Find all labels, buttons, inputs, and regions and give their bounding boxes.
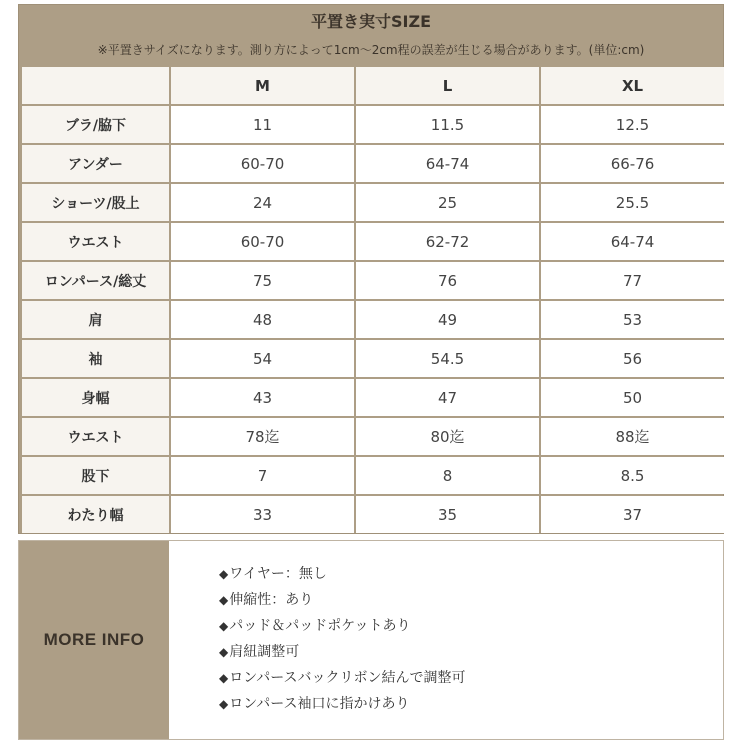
size-value-cell: 7 [171,457,354,494]
size-value-cell: 47 [356,379,539,416]
size-header-row [22,67,724,104]
size-value-cell: 60-70 [171,223,354,260]
size-value-cell: 78迄 [171,418,354,455]
size-value-cell: 75 [171,262,354,299]
table-row [22,301,724,338]
size-value-cell: 8 [356,457,539,494]
size-value-cell: 48 [171,301,354,338]
row-label: 肩 [22,301,169,338]
size-value-cell: 66-76 [541,145,724,182]
size-chart-title: 平置き実寸SIZE [310,12,431,31]
size-value-cell: 35 [356,496,539,533]
diamond-bullet-icon: ◆ [219,619,229,633]
size-chart-note: ※平置きサイズになります。測り方によって1cm～2cm程の誤差が生じる場合があります。(単位:cm) [97,43,645,57]
size-value-cell: 64-74 [541,223,724,260]
size-chart-panel [18,4,724,534]
info-item-text: パッド＆パッドポケットあり [229,618,411,634]
table-row [22,106,724,143]
size-value-cell: 53 [541,301,724,338]
size-value-cell: 64-74 [356,145,539,182]
size-header-l: L [356,67,539,104]
size-value-cell: 49 [356,301,539,338]
size-table-body [22,106,724,533]
size-value-cell: 88迄 [541,418,724,455]
row-label: ブラ/脇下 [22,106,169,143]
corner-cell [22,67,169,104]
size-value-cell: 8.5 [541,457,724,494]
size-value-cell: 43 [171,379,354,416]
size-value-cell: 11 [171,106,354,143]
diamond-bullet-icon: ◆ [219,671,229,685]
size-value-cell: 76 [356,262,539,299]
table-row [22,457,724,494]
more-info-label: MORE INFO [43,630,145,649]
size-value-cell: 24 [171,184,354,221]
more-info-panel [18,540,724,740]
row-label: 身幅 [22,379,169,416]
row-label: 袖 [22,340,169,377]
list-item [219,691,466,717]
size-value-cell: 54.5 [356,340,539,377]
diamond-bullet-icon: ◆ [219,593,229,607]
size-value-cell: 80迄 [356,418,539,455]
info-item-text: ワイヤー：無し [229,566,327,582]
info-item-text: ロンパースバックリボン結んで調整可 [229,670,466,686]
row-label: ウエスト [22,223,169,260]
row-label: わたり幅 [22,496,169,533]
size-header-xl: XL [541,67,724,104]
list-item [219,639,466,665]
size-value-cell: 54 [171,340,354,377]
info-item-text: ロンパース袖口に指かけあり [229,696,410,712]
list-item [219,613,466,639]
row-label: アンダー [22,145,169,182]
table-row [22,496,724,533]
size-value-cell: 11.5 [356,106,539,143]
diamond-bullet-icon: ◆ [219,697,229,711]
table-row [22,379,724,416]
size-value-cell: 60-70 [171,145,354,182]
row-label: 股下 [22,457,169,494]
size-value-cell: 33 [171,496,354,533]
size-table [20,65,726,535]
info-item-text: 肩紐調整可 [229,644,300,660]
size-value-cell: 56 [541,340,724,377]
row-label: ウエスト [22,418,169,455]
row-label: ロンパース/総丈 [22,262,169,299]
table-row [22,145,724,182]
table-row [22,184,724,221]
size-value-cell: 25 [356,184,539,221]
size-header-m: M [171,67,354,104]
diamond-bullet-icon: ◆ [219,645,229,659]
list-item [219,561,466,587]
list-item [219,665,466,691]
info-item-text: 伸縮性：あり [229,592,314,608]
table-row [22,262,724,299]
diamond-bullet-icon: ◆ [219,567,229,581]
size-value-cell: 25.5 [541,184,724,221]
table-row [22,418,724,455]
more-info-list [219,561,466,717]
size-value-cell: 77 [541,262,724,299]
more-info-label-cell [19,541,169,739]
row-label: ショーツ/股上 [22,184,169,221]
size-value-cell: 62-72 [356,223,539,260]
table-row [22,340,724,377]
table-row [22,223,724,260]
size-value-cell: 37 [541,496,724,533]
list-item [219,587,466,613]
size-value-cell: 12.5 [541,106,724,143]
size-value-cell: 50 [541,379,724,416]
